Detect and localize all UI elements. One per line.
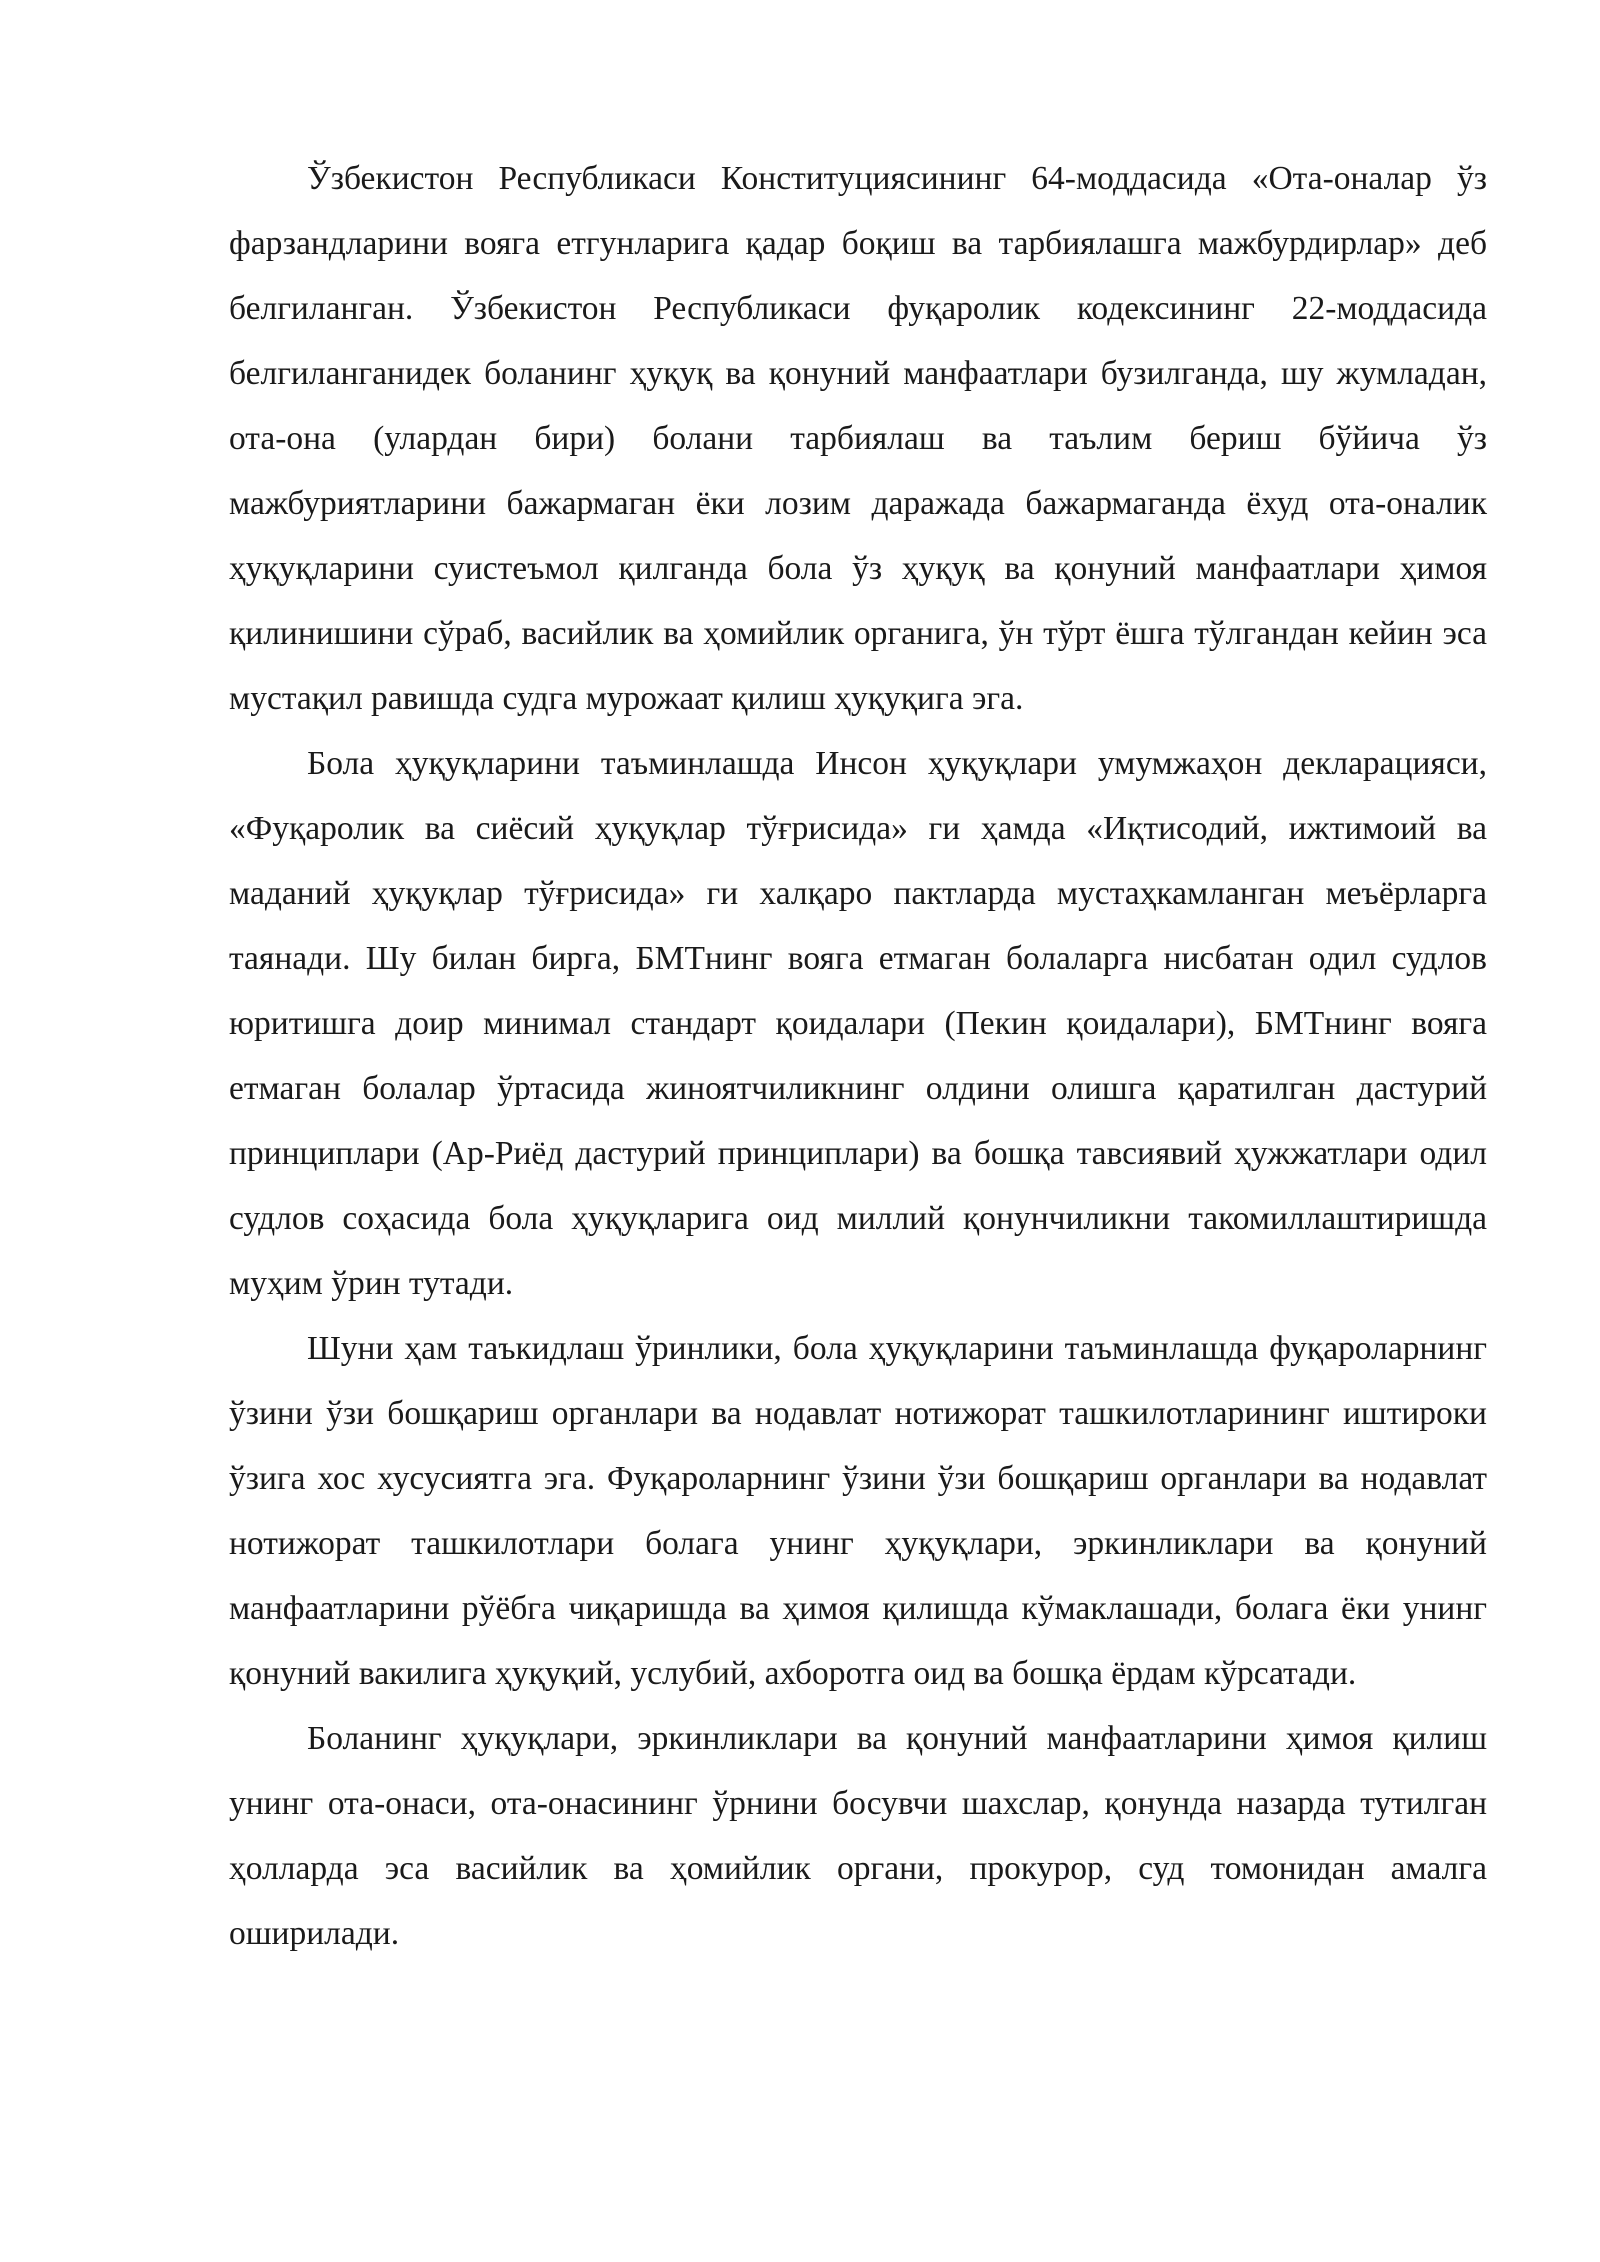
paragraph-constitution-article-64: Ўзбекистон Республикаси Конституциясининг 64-моддасида «Ота-оналар ўз фарзандларини вояга етгунларига қадар боқиш ва тарбиялашга мажбурдирлар» деб белгиланган. Ўзбекистон Республикаси фуқаролик кодексининг 22-моддасида белгиланганидек боланинг ҳуқуқ ва қонуний манфаатлари бузилганда, шу жумладан, ота-она (улардан бири) болани тарбиялаш ва таълим бериш бўйича ўз мажбуриятларини бажармаган ёки лозим даражада бажармаганда ёхуд ота-оналик ҳуқуқларини суистеъмол қилганда бола ўз ҳуқуқ ва қонуний манфаатлари ҳимоя қилинишини сўраб, васийлик ва ҳомийлик органига, ўн тўрт ёшга тўлгандан кейин эса мустақил равишда судга мурожаат қилиш ҳуқуқига эга. bbox=[229, 160, 1487, 717]
paragraph-international-standards: Бола ҳуқуқларини таъминлашда Инсон ҳуқуқлари умумжаҳон декларацияси, «Фуқаролик ва сиёсий ҳуқуқлар тўғрисида» ги ҳамда «Иқтисодий, ижтимоий ва маданий ҳуқуқлар тўғрисида» ги халқаро пактларда мустаҳкамланган меъёрларга таянади. Шу билан бирга, БМТнинг вояга етмаган болаларга нисбатан одил судлов юритишга доир минимал стандарт қоидалари (Пекин қоидалари), БМТнинг вояга етмаган болалар ўртасида жиноятчиликнинг олдини олишга қаратилган дастурий принциплари (Ар-Риёд дастурий принциплари) ва бошқа тавсиявий ҳужжатлари одил судлов соҳасида бола ҳуқуқларига оид миллий қонунчиликни такомиллаштиришда муҳим ўрин тутади. bbox=[229, 745, 1487, 1302]
paragraph-self-government-bodies: Шуни ҳам таъкидлаш ўринлики, бола ҳуқуқларини таъминлашда фуқароларнинг ўзини ўзи бошқариш органлари ва нодавлат нотижорат ташкилотларининг иштироки ўзига хос хусусиятга эга. Фуқароларнинг ўзини ўзи бошқариш органлари ва нодавлат нотижорат ташкилотлари болага унинг ҳуқуқлари, эркинликлари ва қонуний манфаатларини рўёбга чиқаришда ва ҳимоя қилишда кўмаклашади, болага ёки унинг қонуний вакилига ҳуқуқий, услубий, ахборотга оид ва бошқа ёрдам кўрсатади. bbox=[229, 1330, 1487, 1692]
paragraph-protection-of-rights: Боланинг ҳуқуқлари, эркинликлари ва қонуний манфаатларини ҳимоя қилиш унинг ота-онаси, ота-онасининг ўрнини босувчи шахслар, қонунда назарда тутилган ҳолларда эса васийлик ва ҳомийлик органи, прокурор, суд томонидан амалга оширилади. bbox=[229, 1720, 1487, 1952]
document-body bbox=[229, 146, 1487, 1966]
